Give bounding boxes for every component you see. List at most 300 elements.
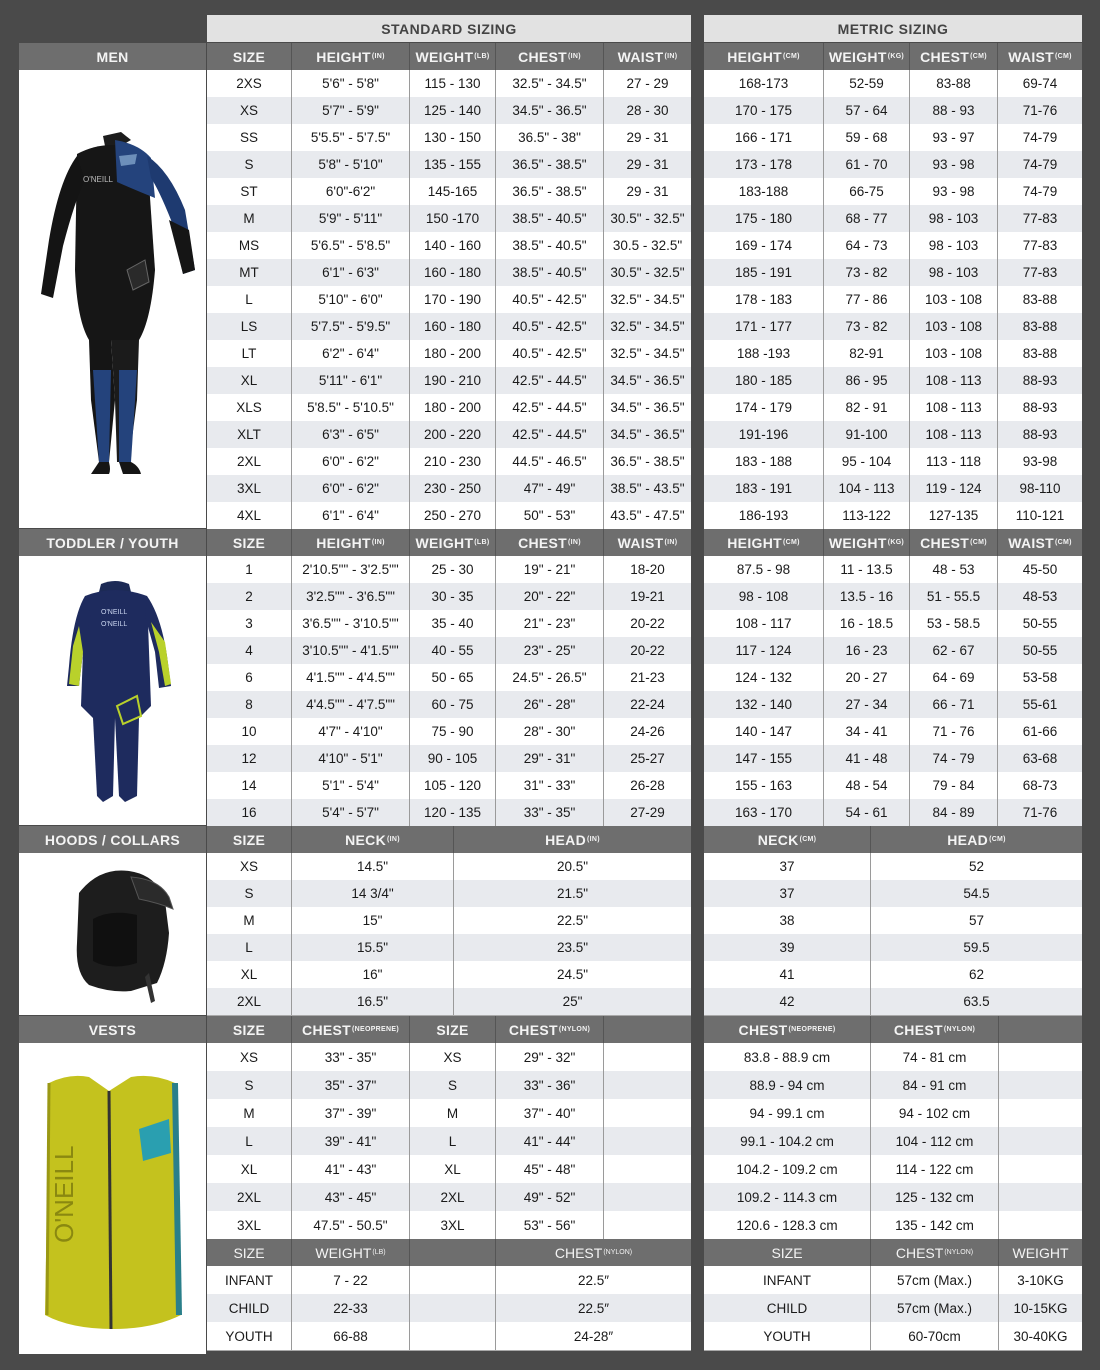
column-header <box>207 43 291 70</box>
table-cell <box>409 637 495 664</box>
table-cell <box>997 745 1082 772</box>
table-cell <box>704 475 823 502</box>
table-cell <box>207 934 291 961</box>
column-header-text: SIZE <box>232 48 266 65</box>
table-cell <box>603 205 691 232</box>
table-cell <box>997 151 1082 178</box>
table-cell-text: M <box>243 211 255 226</box>
table-cell-text: 66-75 <box>849 184 884 199</box>
table-cell <box>704 637 823 664</box>
table-cell-text: 87.5 - 98 <box>736 562 791 577</box>
youth-metric-row <box>704 691 1082 719</box>
table-cell-text: 3-10KG <box>1017 1272 1064 1288</box>
table-cell <box>823 556 909 583</box>
hood-metric-row <box>704 880 1082 908</box>
table-cell-text: 5'4" - 5'7" <box>322 805 379 820</box>
table-cell <box>909 583 997 610</box>
table-cell-text: 94 - 102 cm <box>898 1105 971 1121</box>
table-cell <box>291 340 409 367</box>
table-cell-text: 50 - 65 <box>431 670 474 685</box>
table-cell <box>603 367 691 394</box>
vest-size-row <box>207 1043 691 1072</box>
column-header-unit: (KG) <box>887 539 905 546</box>
column-header-text: WEIGHT <box>1012 1244 1069 1261</box>
table-cell <box>495 556 603 583</box>
youth-metric-row <box>704 556 1082 584</box>
table-cell-text: XS <box>239 1049 258 1065</box>
table-cell <box>409 1266 495 1294</box>
table-cell <box>603 1043 691 1071</box>
table-cell-text: 24-26 <box>630 724 665 739</box>
table-cell-text: 3XL <box>236 1217 262 1233</box>
table-cell <box>870 1127 998 1155</box>
table-cell <box>909 745 997 772</box>
table-cell <box>909 691 997 718</box>
table-cell-text: 200 - 220 <box>423 427 482 442</box>
table-cell <box>704 583 823 610</box>
table-cell-text: 103 - 108 <box>924 319 983 334</box>
table-cell <box>409 178 495 205</box>
table-cell <box>704 988 870 1015</box>
header-row <box>207 826 691 853</box>
table-cell-text: 38.5" - 43.5" <box>610 481 685 496</box>
table-cell-text: 3 <box>245 616 253 631</box>
table-cell <box>291 691 409 718</box>
table-cell <box>291 907 453 934</box>
table-cell <box>823 745 909 772</box>
men-size-row <box>207 502 691 530</box>
table-cell-text: L <box>448 1133 457 1149</box>
table-cell <box>823 205 909 232</box>
table-cell <box>997 97 1082 124</box>
table-cell-text: 5'11" - 6'1" <box>318 373 383 388</box>
table-cell-text: CHILD <box>228 1300 270 1316</box>
column-header <box>823 529 909 556</box>
youth-metric-row <box>704 610 1082 638</box>
table-cell <box>823 583 909 610</box>
standard-sizing-header: STANDARD SIZING <box>207 15 691 42</box>
table-cell <box>909 205 997 232</box>
table-cell-text: 61 - 70 <box>845 157 888 172</box>
table-cell <box>495 691 603 718</box>
table-cell-text: 24-28″ <box>573 1328 614 1344</box>
table-cell <box>997 448 1082 475</box>
column-header-unit: (CM) <box>989 836 1006 843</box>
table-cell-text: 34.5" - 36.5" <box>610 373 685 388</box>
table-cell-text: 145-165 <box>427 184 478 199</box>
column-header-text: WAIST <box>617 48 664 65</box>
table-cell <box>495 637 603 664</box>
table-cell-text: 1 <box>245 562 253 577</box>
table-cell <box>409 745 495 772</box>
hood-metric-row <box>704 934 1082 962</box>
table-cell-text: 103 - 108 <box>924 292 983 307</box>
table-cell-text: 74 - 81 cm <box>902 1049 967 1065</box>
table-cell-text: 20" - 22" <box>523 589 576 604</box>
table-cell-text: 125 - 140 <box>423 103 482 118</box>
hood-metric-row <box>704 988 1082 1016</box>
men-size-row <box>207 124 691 152</box>
table-cell-text: 14.5" <box>356 859 389 874</box>
table-cell <box>207 313 291 340</box>
table-cell-text: INFANT <box>224 1272 273 1288</box>
header-row <box>207 1239 691 1266</box>
youth-size-row <box>207 772 691 800</box>
table-cell-text: 6'0" - 6'2" <box>322 481 379 496</box>
men-metric-row <box>704 448 1082 476</box>
table-cell-text: 50-55 <box>1022 616 1058 631</box>
table-cell <box>207 853 291 880</box>
table-cell <box>704 610 823 637</box>
men-metric-row <box>704 205 1082 233</box>
table-cell <box>409 286 495 313</box>
table-cell <box>603 1211 691 1239</box>
column-header-text: CHEST <box>920 534 970 551</box>
table-cell-text: 93 - 97 <box>932 130 975 145</box>
table-cell <box>823 502 909 529</box>
table-cell-text: 59 - 68 <box>845 130 888 145</box>
table-cell <box>495 502 603 529</box>
table-cell <box>823 313 909 340</box>
table-cell <box>997 691 1082 718</box>
men-metric-row <box>704 97 1082 125</box>
column-header <box>704 529 823 556</box>
table-cell <box>704 556 823 583</box>
column-header-unit: (CM) <box>1055 539 1072 546</box>
table-cell-text: 83-88 <box>936 76 971 91</box>
table-cell-text: 114 - 122 cm <box>895 1161 974 1177</box>
table-cell-text: 98 - 103 <box>928 211 979 226</box>
table-cell <box>409 664 495 691</box>
table-cell <box>495 286 603 313</box>
table-cell <box>909 637 997 664</box>
table-cell <box>409 1183 495 1211</box>
table-cell-text: 120 - 135 <box>423 805 482 820</box>
table-cell <box>291 1127 409 1155</box>
table-cell-text: 6'1" - 6'4" <box>322 508 379 523</box>
table-cell-text: 68 - 77 <box>845 211 888 226</box>
vest-image <box>19 1043 206 1354</box>
table-cell <box>409 1043 495 1071</box>
vest-size-row <box>207 1071 691 1100</box>
table-cell <box>291 448 409 475</box>
youth-metric-row <box>704 799 1082 827</box>
table-cell <box>291 637 409 664</box>
youth-brand-text: O'NEILL <box>101 609 128 616</box>
column-header-unit: (IN) <box>587 836 600 843</box>
table-cell-text: 190 - 210 <box>423 373 482 388</box>
table-cell-text: 88-93 <box>1022 373 1058 388</box>
men-metric-row <box>704 124 1082 152</box>
table-cell <box>409 124 495 151</box>
table-cell-text: 42.5" - 44.5" <box>512 373 587 388</box>
table-cell <box>291 232 409 259</box>
table-cell <box>823 718 909 745</box>
table-cell <box>870 1071 998 1099</box>
table-cell-text: 113 - 118 <box>925 454 982 469</box>
table-cell <box>409 232 495 259</box>
column-header-text: CHEST <box>893 1021 943 1038</box>
table-cell <box>409 97 495 124</box>
table-cell-text: 88-93 <box>1022 400 1058 415</box>
vest-metric-row <box>704 1099 1082 1128</box>
table-cell <box>823 286 909 313</box>
table-cell-text: 183 - 188 <box>734 454 793 469</box>
men-size-row <box>207 286 691 314</box>
column-header-unit: (LB) <box>474 539 490 546</box>
table-cell <box>997 340 1082 367</box>
men-size-row <box>207 97 691 125</box>
table-cell <box>704 691 823 718</box>
table-cell-text: 166 - 171 <box>734 130 793 145</box>
men-metric-row <box>704 340 1082 368</box>
table-cell-text: 25-27 <box>630 751 665 766</box>
table-cell <box>495 718 603 745</box>
table-cell <box>453 907 691 934</box>
table-cell <box>409 394 495 421</box>
table-cell <box>453 880 691 907</box>
table-cell <box>998 1043 1082 1071</box>
table-cell-text: YOUTH <box>763 1328 811 1344</box>
column-header <box>409 43 495 70</box>
column-header <box>291 43 409 70</box>
table-cell-text: 5'1" - 5'4" <box>322 778 379 793</box>
men-size-row <box>207 448 691 476</box>
table-cell <box>495 1183 603 1211</box>
youth-size-row <box>207 799 691 827</box>
table-cell-text: 55-61 <box>1022 697 1058 712</box>
table-cell <box>207 1211 291 1239</box>
table-cell <box>909 151 997 178</box>
hood-metric-row <box>704 853 1082 881</box>
table-cell <box>495 1294 691 1322</box>
table-cell <box>207 367 291 394</box>
table-cell <box>409 367 495 394</box>
table-cell-text: 53-58 <box>1022 670 1058 685</box>
column-header <box>704 1016 870 1043</box>
column-header-unit: (NYLON) <box>943 1026 976 1033</box>
table-cell-text: 84 - 91 cm <box>902 1077 967 1093</box>
vest-size-row <box>207 1155 691 1184</box>
table-cell <box>704 97 823 124</box>
table-cell <box>409 70 495 97</box>
column-header-text: NECK <box>345 831 386 848</box>
table-cell <box>291 745 409 772</box>
table-cell <box>823 664 909 691</box>
table-cell-text: 41" - 44" <box>523 1133 576 1149</box>
table-cell-text: 38.5" - 40.5" <box>512 211 587 226</box>
table-cell <box>870 1155 998 1183</box>
table-cell-text: 36.5" - 38" <box>518 130 581 145</box>
table-cell <box>495 421 603 448</box>
vest-kids-row <box>207 1294 691 1323</box>
table-cell-text: 79 - 84 <box>932 778 975 793</box>
table-cell <box>207 1266 291 1294</box>
column-header <box>909 529 997 556</box>
header-row <box>704 43 1082 70</box>
column-header-text: WEIGHT <box>828 48 887 65</box>
table-cell-text: 3XL <box>440 1217 465 1233</box>
table-cell-text: 171 - 177 <box>734 319 793 334</box>
table-cell-text: 2'10.5"" - 3'2.5"" <box>302 562 399 577</box>
table-cell <box>823 124 909 151</box>
table-cell <box>997 718 1082 745</box>
column-header-text: HEIGHT <box>727 534 782 551</box>
table-cell <box>207 718 291 745</box>
column-header <box>603 529 691 556</box>
table-cell <box>207 961 291 988</box>
table-cell-text: 7 - 22 <box>333 1272 368 1288</box>
table-cell-text: M <box>446 1105 459 1121</box>
table-cell <box>870 880 1082 907</box>
table-cell <box>495 1211 603 1239</box>
table-cell <box>409 1211 495 1239</box>
vest-size-row <box>207 1183 691 1212</box>
table-cell-text: LS <box>240 319 258 334</box>
table-cell-text: 14 3/4" <box>351 886 394 901</box>
column-header-text: WAIST <box>617 534 664 551</box>
table-cell <box>603 637 691 664</box>
table-cell <box>704 178 823 205</box>
table-cell-text: S <box>244 157 254 172</box>
table-cell-text: 132 - 140 <box>734 697 793 712</box>
table-cell <box>409 1071 495 1099</box>
table-cell <box>823 610 909 637</box>
table-cell-text: LT <box>241 346 257 361</box>
column-header-unit: (IN) <box>664 539 678 546</box>
table-cell-text: 15.5" <box>356 940 389 955</box>
table-cell <box>207 151 291 178</box>
table-cell <box>291 178 409 205</box>
youth-size-row <box>207 745 691 773</box>
table-cell <box>495 475 603 502</box>
table-cell-text: 21.5" <box>556 886 589 901</box>
youth-size-row <box>207 583 691 611</box>
table-cell-text: 160 - 180 <box>423 265 482 280</box>
table-cell <box>409 205 495 232</box>
column-header-text: SIZE <box>232 534 266 551</box>
table-cell-text: S <box>447 1077 457 1093</box>
table-cell-text: 43.5" - 47.5" <box>610 508 685 523</box>
table-cell <box>207 97 291 124</box>
table-cell-text: 74 - 79 <box>932 751 975 766</box>
table-cell-text: XLT <box>237 427 261 442</box>
table-cell-text: 37" - 40" <box>523 1105 576 1121</box>
table-cell-text: 40.5" - 42.5" <box>512 346 587 361</box>
table-cell-text: 4XL <box>236 508 262 523</box>
men-size-row <box>207 340 691 368</box>
table-cell <box>997 70 1082 97</box>
column-header-unit: (CM) <box>970 53 987 60</box>
column-header <box>997 529 1082 556</box>
youth-size-row <box>207 664 691 692</box>
table-cell <box>291 97 409 124</box>
table-cell-text: 45" - 48" <box>523 1161 576 1177</box>
table-cell-text: 50-55 <box>1022 643 1058 658</box>
table-cell-text: 36.5" - 38.5" <box>610 454 685 469</box>
table-cell-text: 3'10.5"" - 4'1.5"" <box>302 643 399 658</box>
table-cell <box>207 475 291 502</box>
table-cell <box>998 1099 1082 1127</box>
table-cell-text: 5'8" - 5'10" <box>318 157 383 172</box>
table-cell <box>823 367 909 394</box>
column-header-text: WAIST <box>1008 534 1055 551</box>
table-cell <box>704 394 823 421</box>
table-cell <box>704 1322 870 1350</box>
column-header <box>291 826 453 853</box>
table-cell-text: 60-70cm <box>908 1328 961 1344</box>
table-cell <box>704 1155 870 1183</box>
table-cell-text: 6'0" - 6'2" <box>322 454 379 469</box>
table-cell-text: S <box>244 1077 254 1093</box>
table-cell-text: 64 - 73 <box>845 238 888 253</box>
column-header-text: HEIGHT <box>316 48 371 65</box>
table-cell <box>495 97 603 124</box>
table-cell <box>495 259 603 286</box>
table-cell-text: 42.5" - 44.5" <box>512 427 587 442</box>
table-cell <box>823 421 909 448</box>
table-cell-text: 140 - 160 <box>423 238 482 253</box>
table-cell <box>704 880 870 907</box>
table-cell <box>603 1099 691 1127</box>
table-cell <box>409 1127 495 1155</box>
table-cell-text: 34.5" - 36.5" <box>512 103 587 118</box>
table-cell <box>997 178 1082 205</box>
table-cell-text: 32.5" - 34.5" <box>610 346 685 361</box>
table-cell-text: 110-121 <box>1015 508 1065 523</box>
table-cell-text: 83.8 - 88.9 cm <box>743 1049 831 1065</box>
table-cell-text: 4 <box>245 643 253 658</box>
table-cell-text: 33" - 35" <box>324 1049 377 1065</box>
column-header-unit: (NEOPRENE) <box>352 1026 399 1033</box>
table-cell <box>603 1183 691 1211</box>
table-cell-text: ST <box>240 184 258 199</box>
table-cell <box>704 124 823 151</box>
table-cell <box>909 232 997 259</box>
table-cell <box>207 1127 291 1155</box>
neoprene-hood-icon <box>19 853 206 1015</box>
table-cell <box>291 1294 409 1322</box>
column-header <box>870 826 1082 853</box>
table-cell-text: 16" <box>362 967 383 982</box>
table-cell <box>704 1266 870 1294</box>
section-label-men: MEN <box>19 43 206 70</box>
table-cell-text: 108 - 113 <box>925 427 982 442</box>
table-cell <box>495 178 603 205</box>
table-cell <box>704 799 823 826</box>
table-cell-text: 38.5" - 40.5" <box>512 265 587 280</box>
table-cell-text: 5'9" - 5'11" <box>318 211 383 226</box>
hood-size-row <box>207 934 691 962</box>
table-cell <box>207 1071 291 1099</box>
table-cell <box>207 286 291 313</box>
table-cell <box>870 1294 998 1322</box>
table-cell <box>291 961 453 988</box>
table-cell-text: 57cm (Max.) <box>896 1272 972 1288</box>
table-cell-text: 34 - 41 <box>845 724 888 739</box>
table-cell <box>291 1322 409 1350</box>
table-cell-text: 103 - 108 <box>924 346 983 361</box>
table-cell-text: 51 - 55.5 <box>926 589 981 604</box>
header-row <box>704 1016 1082 1043</box>
table-cell-text: 4'4.5"" - 4'7.5"" <box>306 697 395 712</box>
column-header-unit: (IN) <box>371 539 385 546</box>
table-cell-text: 135 - 142 cm <box>895 1217 974 1233</box>
column-header <box>409 529 495 556</box>
table-cell-text: S <box>244 886 254 901</box>
column-header-unit: (NYLON) <box>603 1249 633 1256</box>
table-cell <box>291 583 409 610</box>
